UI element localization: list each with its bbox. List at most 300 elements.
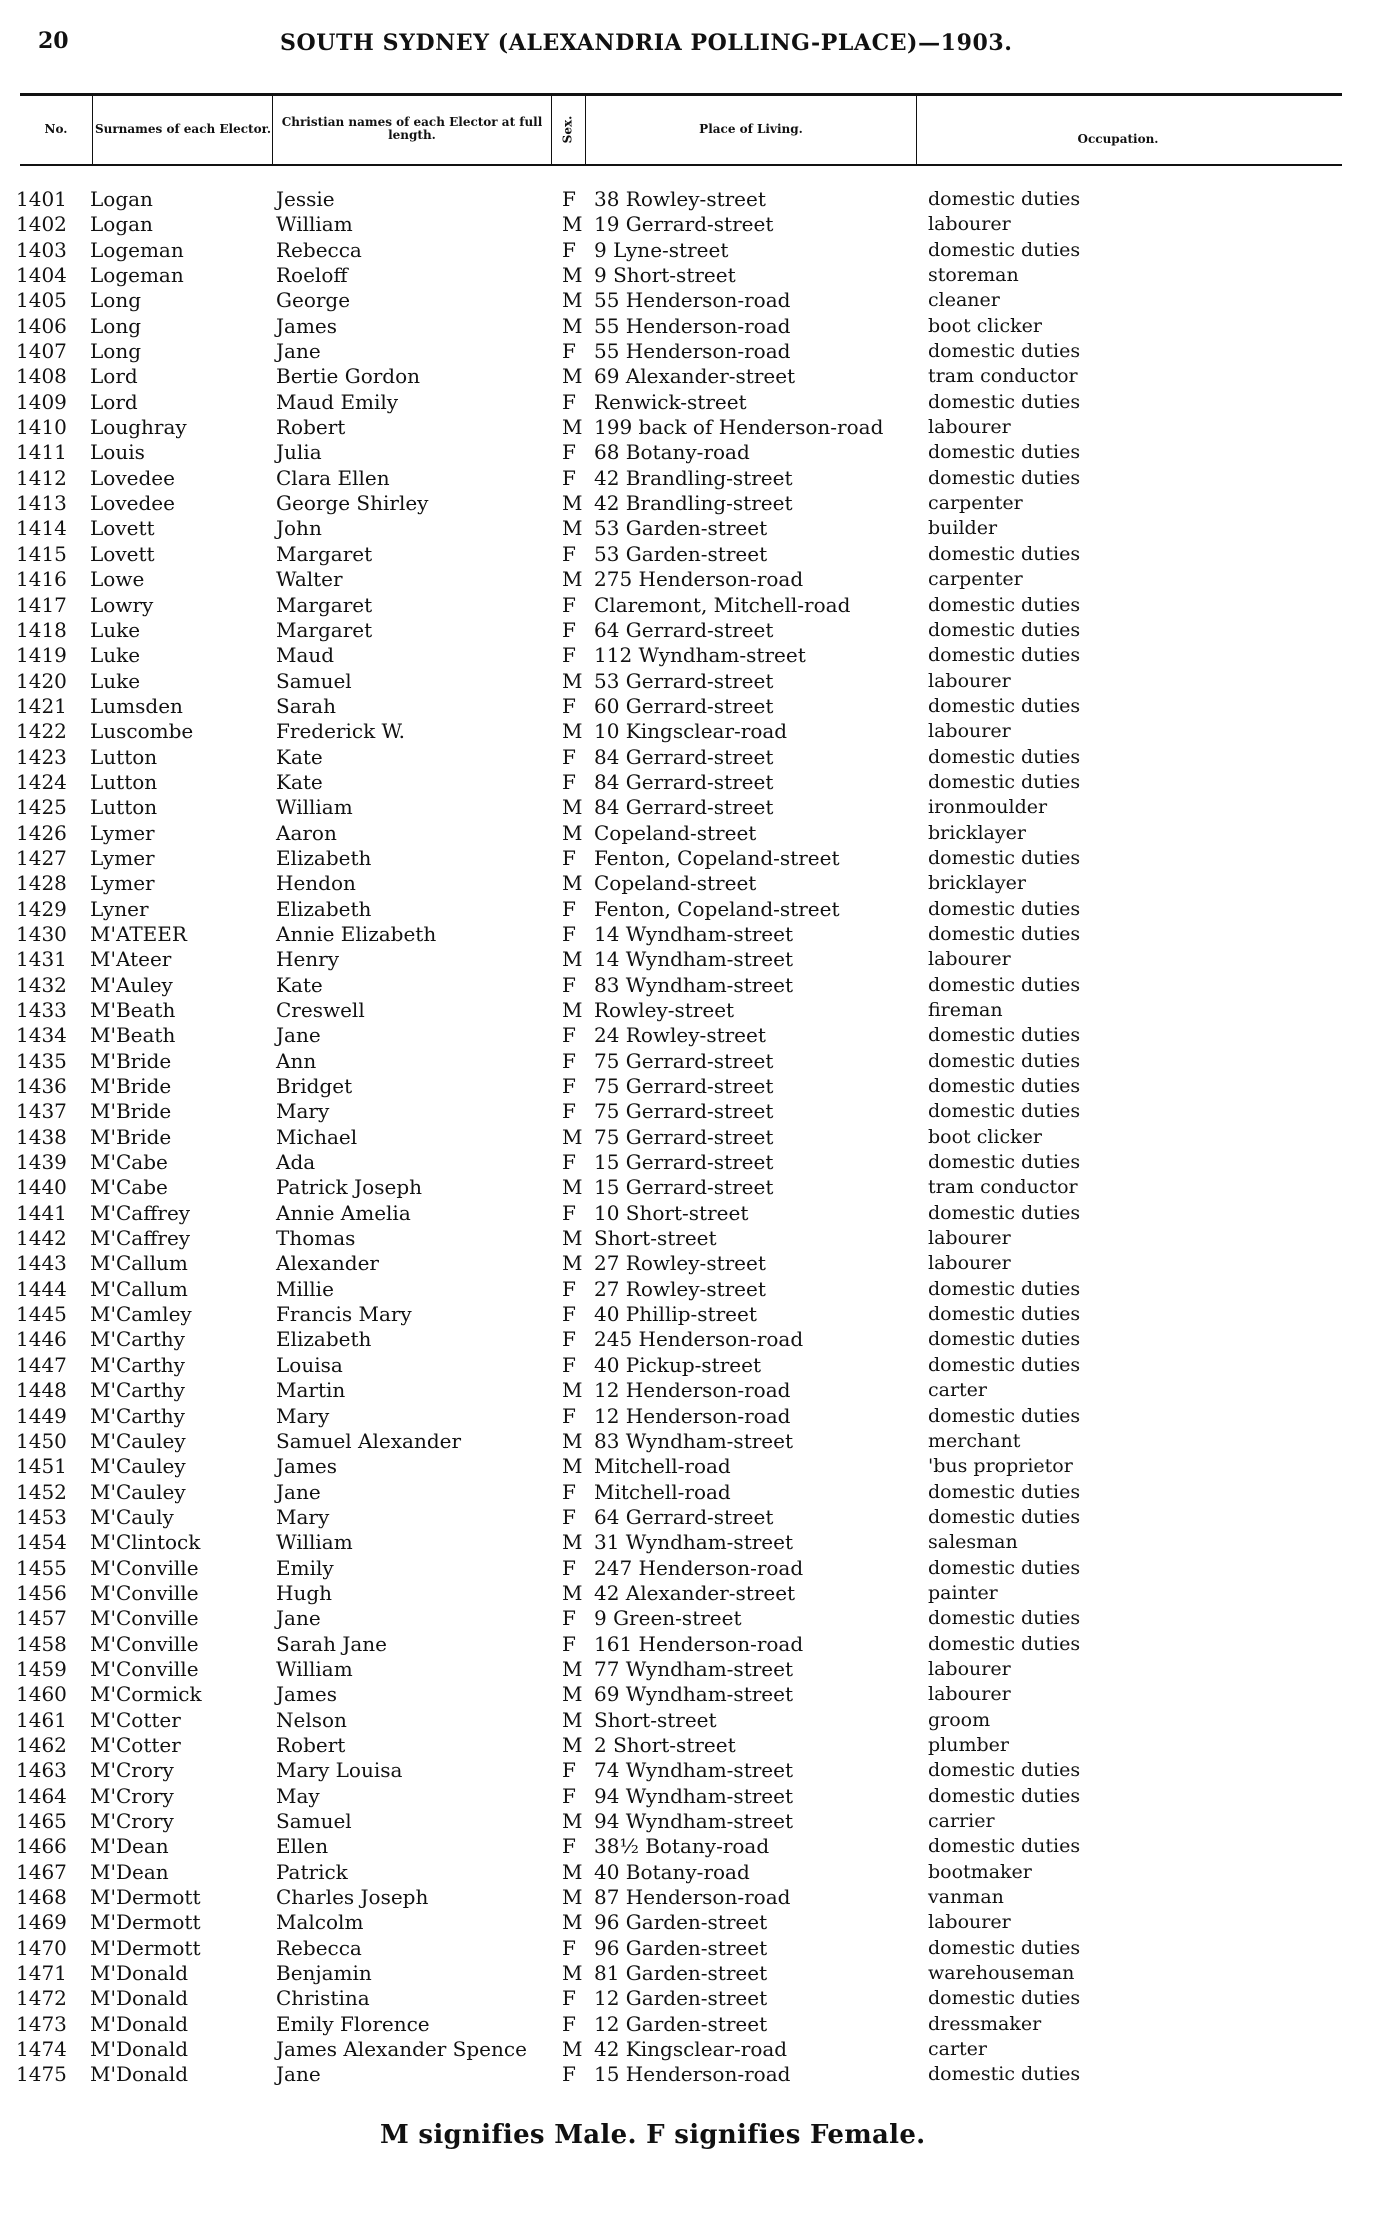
table-row: [0, 1961, 1382, 1986]
christian-names: Maud: [276, 643, 335, 668]
place-of-living: 275 Henderson-road: [594, 567, 804, 592]
occupation: domestic duties: [928, 1024, 1081, 1047]
occupation: domestic duties: [928, 542, 1081, 565]
place-of-living: 10 Short-street: [594, 1200, 749, 1225]
elector-number: 1463: [16, 1758, 67, 1783]
table-row: [0, 187, 1382, 212]
christian-names: Patrick Joseph: [276, 1175, 422, 1200]
place-of-living: 83 Wyndham-street: [594, 972, 794, 997]
christian-names: John: [276, 516, 322, 541]
place-of-living: 55 Henderson-road: [594, 313, 791, 338]
surname: Luke: [90, 617, 141, 642]
christian-names: May: [276, 1783, 320, 1808]
surname: M'Conville: [90, 1606, 199, 1631]
surname: M'Bride: [90, 1048, 172, 1073]
surname: Lovedee: [90, 491, 175, 516]
elector-number: 1412: [16, 465, 67, 490]
place-of-living: 64 Gerrard-street: [594, 1504, 774, 1529]
sex: M: [562, 1682, 583, 1707]
christian-names: Margaret: [276, 592, 373, 617]
elector-number: 1403: [16, 237, 67, 262]
sex: F: [562, 339, 576, 364]
sex: F: [562, 1834, 576, 1859]
sex: M: [562, 288, 583, 313]
table-row: [0, 643, 1382, 668]
christian-names: Kate: [276, 744, 323, 769]
surname: Lymer: [90, 871, 155, 896]
elector-number: 1445: [16, 1302, 67, 1327]
surname: M'Cotter: [90, 1707, 181, 1732]
elector-number: 1453: [16, 1504, 67, 1529]
place-of-living: 87 Henderson-road: [594, 1885, 791, 1910]
occupation: boot clicker: [928, 314, 1042, 337]
surname: M'Bride: [90, 1099, 172, 1124]
place-of-living: 75 Gerrard-street: [594, 1099, 774, 1124]
table-row: [0, 339, 1382, 364]
table-row: [0, 238, 1382, 263]
place-of-living: 69 Alexander-street: [594, 364, 796, 389]
christian-names: Nelson: [276, 1707, 347, 1732]
place-of-living: 12 Henderson-road: [594, 1378, 791, 1403]
sex: F: [562, 1783, 576, 1808]
surname: Lovett: [90, 516, 155, 541]
elector-number: 1454: [16, 1530, 67, 1555]
elector-number: 1430: [16, 921, 67, 946]
place-of-living: 84 Gerrard-street: [594, 769, 774, 794]
elector-number: 1427: [16, 845, 67, 870]
surname: M'Conville: [90, 1631, 199, 1656]
surname: Long: [90, 288, 142, 313]
header-occupation: Occupation.: [1077, 131, 1159, 146]
place-of-living: 40 Pickup-street: [594, 1352, 761, 1377]
sex: M: [562, 1175, 583, 1200]
surname: M'Caffrey: [90, 1226, 191, 1251]
elector-number: 1460: [16, 1682, 67, 1707]
place-of-living: 94 Wyndham-street: [594, 1783, 794, 1808]
sex: M: [562, 1656, 583, 1681]
table-row: [0, 1910, 1382, 1935]
christian-names: Sarah Jane: [276, 1631, 388, 1656]
sex: F: [562, 972, 576, 997]
elector-number: 1416: [16, 567, 67, 592]
occupation: salesman: [928, 1531, 1018, 1554]
elector-number: 1465: [16, 1809, 67, 1833]
table-row: [0, 1327, 1382, 1352]
table-row: [0, 770, 1382, 795]
table-row: [0, 1708, 1382, 1733]
surname: Lumsden: [90, 693, 183, 718]
place-of-living: 55 Henderson-road: [594, 288, 791, 313]
table-row: [0, 212, 1382, 237]
occupation: labourer: [928, 1911, 1011, 1934]
table-row: [0, 1860, 1382, 1885]
sex: F: [562, 1099, 576, 1124]
christian-names: James Alexander Spence: [276, 2037, 527, 2062]
sex: M: [562, 516, 583, 541]
elector-number: 1406: [16, 313, 67, 338]
table-row: [0, 593, 1382, 618]
sex: F: [562, 1504, 576, 1529]
surname: M'Crory: [90, 1758, 174, 1783]
surname: M'Cabe: [90, 1175, 168, 1200]
place-of-living: 64 Gerrard-street: [594, 617, 774, 642]
christian-names: James: [276, 1682, 338, 1707]
christian-names: Julia: [276, 440, 322, 465]
table-row: [0, 1936, 1382, 1961]
place-of-living: 75 Gerrard-street: [594, 1074, 774, 1099]
elector-number: 1473: [16, 2011, 67, 2036]
sex: M: [562, 1707, 583, 1732]
christian-names: Francis Mary: [276, 1302, 412, 1327]
occupation: carter: [928, 1379, 988, 1402]
place-of-living: 69 Wyndham-street: [594, 1682, 794, 1707]
occupation: groom: [928, 1708, 991, 1731]
sex: F: [562, 693, 576, 718]
surname: Long: [90, 339, 142, 364]
occupation: builder: [928, 517, 998, 540]
surname: Lord: [90, 389, 138, 414]
elector-number: 1414: [16, 516, 67, 541]
sex: M: [562, 795, 583, 820]
christian-names: William: [276, 795, 353, 820]
page-number: 20: [38, 28, 69, 54]
table-row: [0, 1480, 1382, 1505]
christian-names: Elizabeth: [276, 896, 372, 921]
surname: M'Dean: [90, 1834, 169, 1859]
surname: Lutton: [90, 744, 158, 769]
place-of-living: 245 Henderson-road: [594, 1327, 804, 1352]
table-row: [0, 314, 1382, 339]
header-sex-cell: [552, 96, 584, 162]
christian-names: Samuel: [276, 1809, 352, 1833]
elector-number: 1472: [16, 1986, 67, 2011]
christian-names: George Shirley: [276, 491, 429, 516]
elector-number: 1467: [16, 1859, 67, 1884]
christian-names: William: [276, 1530, 353, 1555]
surname: M'Ateer: [90, 947, 172, 972]
surname: M'Crory: [90, 1783, 174, 1808]
occupation: ironmoulder: [928, 796, 1048, 819]
table-row: [0, 795, 1382, 820]
sex: F: [562, 744, 576, 769]
occupation: carter: [928, 2038, 988, 2061]
table-row: [0, 669, 1382, 694]
sex: F: [562, 643, 576, 668]
sex: F: [562, 2062, 576, 2087]
occupation: domestic duties: [928, 188, 1081, 210]
surname: Lowe: [90, 567, 145, 592]
table-row: [0, 922, 1382, 947]
christian-names: Kate: [276, 769, 323, 794]
elector-number: 1418: [16, 617, 67, 642]
christian-names: Maud Emily: [276, 389, 399, 414]
surname: M'Donald: [90, 1961, 189, 1986]
table-row: [0, 998, 1382, 1023]
surname: Long: [90, 313, 142, 338]
place-of-living: Mitchell-road: [594, 1454, 731, 1479]
table-row: [0, 263, 1382, 288]
place-of-living: 2 Short-street: [594, 1732, 736, 1757]
place-of-living: 68 Botany-road: [594, 440, 750, 465]
place-of-living: 42 Alexander-street: [594, 1580, 796, 1605]
occupation: carpenter: [928, 492, 1023, 515]
page-title: SOUTH SYDNEY (ALEXANDRIA POLLING-PLACE)—1903.: [280, 30, 1013, 56]
sex: F: [562, 389, 576, 414]
header-surname: Surnames of each Elector.: [94, 121, 272, 136]
place-of-living: 9 Short-street: [594, 263, 736, 288]
elector-number: 1452: [16, 1479, 67, 1504]
surname: M'Bride: [90, 1074, 172, 1099]
table-row: [0, 1834, 1382, 1859]
place-of-living: 27 Rowley-street: [594, 1276, 766, 1301]
occupation: tram conductor: [928, 365, 1078, 388]
occupation: domestic duties: [928, 1784, 1081, 1807]
christian-names: Elizabeth: [276, 845, 372, 870]
table-row: [0, 1682, 1382, 1707]
christian-names: Emily: [276, 1555, 334, 1580]
table-row: [0, 694, 1382, 719]
place-of-living: 55 Henderson-road: [594, 339, 791, 364]
table-row: [0, 1226, 1382, 1251]
elector-number: 1438: [16, 1124, 67, 1149]
sex: M: [562, 1809, 583, 1833]
place-of-living: 75 Gerrard-street: [594, 1048, 774, 1073]
surname: M'Bride: [90, 1124, 172, 1149]
sex: M: [562, 998, 583, 1022]
sex: F: [562, 1403, 576, 1428]
surname: Louis: [90, 440, 145, 465]
sex: F: [562, 1935, 576, 1960]
place-of-living: Copeland-street: [594, 820, 757, 845]
header-christian: Christian names of each Elector at full length.: [281, 115, 543, 142]
occupation: domestic duties: [928, 1404, 1081, 1427]
elector-number: 1405: [16, 288, 67, 313]
header-sex: Sex.: [560, 115, 575, 143]
surname: M'Carthy: [90, 1403, 185, 1428]
place-of-living: 42 Brandling-street: [594, 465, 793, 490]
place-of-living: 9 Green-street: [594, 1606, 742, 1631]
surname: Logeman: [90, 237, 184, 262]
elector-number: 1456: [16, 1580, 67, 1605]
surname: M'Dean: [90, 1859, 169, 1884]
elector-number: 1436: [16, 1074, 67, 1099]
christian-names: James: [276, 313, 338, 338]
christian-names: Elizabeth: [276, 1327, 372, 1352]
elector-number: 1462: [16, 1732, 67, 1757]
sex: F: [562, 1074, 576, 1099]
christian-names: Hendon: [276, 871, 356, 896]
place-of-living: Mitchell-road: [594, 1479, 731, 1504]
occupation: domestic duties: [928, 644, 1081, 667]
occupation: 'bus proprietor: [928, 1455, 1073, 1478]
occupation: domestic duties: [928, 897, 1081, 920]
sex: M: [562, 212, 583, 237]
place-of-living: 14 Wyndham-street: [594, 921, 794, 946]
place-of-living: 199 back of Henderson-road: [594, 415, 884, 440]
christian-names: William: [276, 1656, 353, 1681]
elector-number: 1444: [16, 1276, 67, 1301]
occupation: domestic duties: [928, 1987, 1081, 2010]
occupation: carpenter: [928, 568, 1023, 591]
table-row: [0, 1784, 1382, 1809]
elector-number: 1449: [16, 1403, 67, 1428]
elector-number: 1431: [16, 947, 67, 972]
elector-number: 1474: [16, 2037, 67, 2062]
elector-number: 1421: [16, 693, 67, 718]
christian-names: Alexander: [276, 1251, 379, 1276]
sex: M: [562, 1428, 583, 1453]
occupation: labourer: [928, 1683, 1011, 1706]
elector-number: 1417: [16, 592, 67, 617]
elector-number: 1425: [16, 795, 67, 820]
occupation: domestic duties: [928, 1607, 1081, 1630]
place-of-living: 247 Henderson-road: [594, 1555, 804, 1580]
elector-number: 1420: [16, 668, 67, 693]
place-of-living: Fenton, Copeland-street: [594, 845, 840, 870]
elector-number: 1464: [16, 1783, 67, 1808]
occupation: domestic duties: [928, 1277, 1081, 1300]
table-row: [0, 1404, 1382, 1429]
occupation: domestic duties: [928, 593, 1081, 616]
occupation: domestic duties: [928, 441, 1081, 464]
surname: Lovett: [90, 541, 155, 566]
surname: M'Dermott: [90, 1935, 201, 1960]
sex: M: [562, 313, 583, 338]
place-of-living: 10 Kingsclear-road: [594, 719, 788, 744]
christian-names: Patrick: [276, 1859, 348, 1884]
elector-number: 1419: [16, 643, 67, 668]
place-of-living: 9 Lyne-street: [594, 237, 729, 262]
sex: M: [562, 1454, 583, 1479]
header-divider: [92, 93, 93, 164]
elector-number: 1470: [16, 1935, 67, 1960]
place-of-living: 40 Botany-road: [594, 1859, 750, 1884]
sex: M: [562, 263, 583, 288]
place-of-living: 15 Henderson-road: [594, 2062, 791, 2087]
place-of-living: 27 Rowley-street: [594, 1251, 766, 1276]
christian-names: Rebecca: [276, 1935, 362, 1960]
sex: M: [562, 1732, 583, 1757]
table-row: [0, 1657, 1382, 1682]
occupation: carrier: [928, 1810, 995, 1832]
sex: F: [562, 187, 576, 211]
christian-names: Annie Amelia: [276, 1200, 411, 1225]
elector-number: 1471: [16, 1961, 67, 1986]
occupation: domestic duties: [928, 1075, 1081, 1098]
surname: M'Caffrey: [90, 1200, 191, 1225]
occupation: domestic duties: [928, 1100, 1081, 1123]
elector-number: 1469: [16, 1910, 67, 1935]
footer-note: M signifies Male. F signifies Female.: [380, 2120, 926, 2150]
occupation: domestic duties: [928, 466, 1081, 489]
christian-names: Mary Louisa: [276, 1758, 403, 1783]
occupation: labourer: [928, 213, 1011, 236]
table-row: [0, 1099, 1382, 1124]
occupation: domestic duties: [928, 1201, 1081, 1224]
table-row: [0, 897, 1382, 922]
occupation: domestic duties: [928, 922, 1081, 945]
elector-number: 1415: [16, 541, 67, 566]
christian-names: Clara Ellen: [276, 465, 390, 490]
sex: M: [562, 364, 583, 389]
table-row: [0, 947, 1382, 972]
elector-number: 1468: [16, 1885, 67, 1910]
christian-names: Samuel: [276, 668, 352, 693]
table-row: [0, 1378, 1382, 1403]
sex: M: [562, 947, 583, 972]
christian-names: James: [276, 1454, 338, 1479]
sex: M: [562, 1378, 583, 1403]
sex: F: [562, 2011, 576, 2036]
place-of-living: 94 Wyndham-street: [594, 1809, 794, 1833]
elector-number: 1401: [16, 187, 67, 211]
christian-names: Martin: [276, 1378, 346, 1403]
elector-number: 1424: [16, 769, 67, 794]
occupation: domestic duties: [928, 618, 1081, 641]
table-row: [0, 1049, 1382, 1074]
occupation: domestic duties: [928, 1632, 1081, 1655]
sex: M: [562, 1961, 583, 1986]
sex: M: [562, 871, 583, 896]
elector-number: 1455: [16, 1555, 67, 1580]
place-of-living: 38½ Botany-road: [594, 1834, 770, 1859]
christian-names: Margaret: [276, 617, 373, 642]
place-of-living: Fenton, Copeland-street: [594, 896, 840, 921]
surname: M'Conville: [90, 1656, 199, 1681]
surname: Logan: [90, 212, 153, 237]
table-row: [0, 821, 1382, 846]
sex: M: [562, 719, 583, 744]
table-row: [0, 440, 1382, 465]
table-row: [0, 567, 1382, 592]
occupation: cleaner: [928, 289, 1000, 312]
place-of-living: 83 Wyndham-street: [594, 1428, 794, 1453]
sex: M: [562, 415, 583, 440]
table-row: [0, 1277, 1382, 1302]
sex: M: [562, 668, 583, 693]
surname: M'Cabe: [90, 1150, 168, 1175]
sex: F: [562, 617, 576, 642]
place-of-living: Claremont, Mitchell-road: [594, 592, 851, 617]
table-row: [0, 871, 1382, 896]
christian-names: Emily Florence: [276, 2011, 430, 2036]
occupation: domestic duties: [928, 1936, 1081, 1959]
table-row: [0, 491, 1382, 516]
elector-number: 1437: [16, 1099, 67, 1124]
place-of-living: 112 Wyndham-street: [594, 643, 806, 668]
christian-names: Kate: [276, 972, 323, 997]
occupation: storeman: [928, 264, 1019, 287]
surname: M'Cormick: [90, 1682, 202, 1707]
occupation: labourer: [928, 669, 1011, 692]
christian-names: Roeloff: [276, 263, 348, 288]
christian-names: William: [276, 212, 353, 237]
christian-names: Mary: [276, 1504, 330, 1529]
sex: F: [562, 541, 576, 566]
occupation: domestic duties: [928, 1835, 1081, 1858]
elector-number: 1411: [16, 440, 67, 465]
place-of-living: Copeland-street: [594, 871, 757, 896]
surname: M'Beath: [90, 1023, 176, 1048]
occupation: fireman: [928, 999, 1003, 1021]
table-row: [0, 1581, 1382, 1606]
elector-number: 1459: [16, 1656, 67, 1681]
sex: M: [562, 1580, 583, 1605]
sex: M: [562, 2037, 583, 2062]
sex: M: [562, 1124, 583, 1149]
surname: M'Beath: [90, 998, 176, 1022]
place-of-living: 75 Gerrard-street: [594, 1124, 774, 1149]
